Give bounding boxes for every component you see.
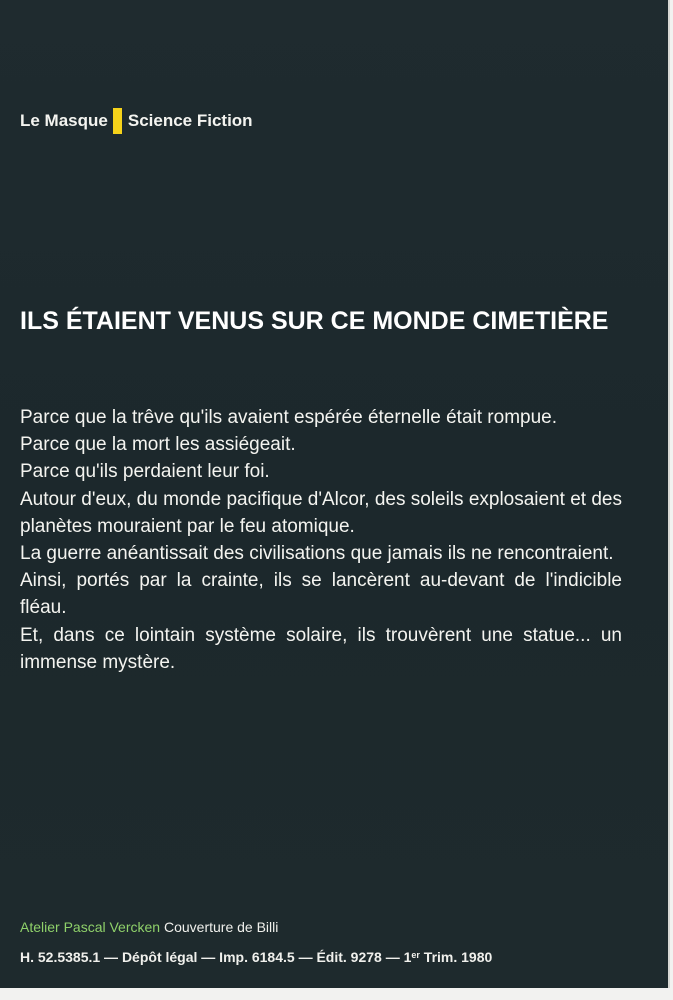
studio-credit: Atelier Pascal Vercken <box>20 919 161 935</box>
collection-brand <box>20 108 253 134</box>
blurb-text <box>20 404 622 676</box>
blurb-line: Parce que la trêve qu'ils avaient espérée éternelle était rompue. <box>20 407 558 428</box>
blurb-line: Autour d'eux, du monde pacifique d'Alcor, des soleils explosaient et des planètes mouraient par le feu atomique. <box>20 488 622 537</box>
legal-line <box>20 948 492 966</box>
headline: ILS ÉTAIENT VENUS SUR CE MONDE CIMETIÈRE <box>20 307 609 335</box>
legal-text: H. 52.5385.1 — Dépôt légal — Imp. 6184.5 — Édit. 9278 — 1 <box>20 949 412 965</box>
blurb-line: La guerre anéantissait des civilisations que jamais ils ne rencontraient. <box>20 543 614 565</box>
series-name: Le Masque <box>20 111 108 130</box>
trimester: Trim. 1980 <box>423 949 493 965</box>
blurb-line: Parce qu'ils perdaient leur foi. <box>20 461 270 483</box>
collection-name: Science Fiction <box>127 111 253 130</box>
blurb-line: Et, dans ce lointain système solaire, ils trouvèrent une statue... un immense mystère. <box>20 624 622 673</box>
ordinal-suffix: er <box>411 950 420 960</box>
yellow-divider-bar <box>113 108 122 134</box>
blurb-line: Ainsi, portés par la crainte, ils se lancèrent au-devant de l'indicible fléau. <box>20 570 622 619</box>
blurb-line: Parce que la mort les assiégeait. <box>20 434 296 456</box>
cover-artist-credit: Couverture de Billi <box>163 919 279 935</box>
cover-credits <box>20 918 278 936</box>
